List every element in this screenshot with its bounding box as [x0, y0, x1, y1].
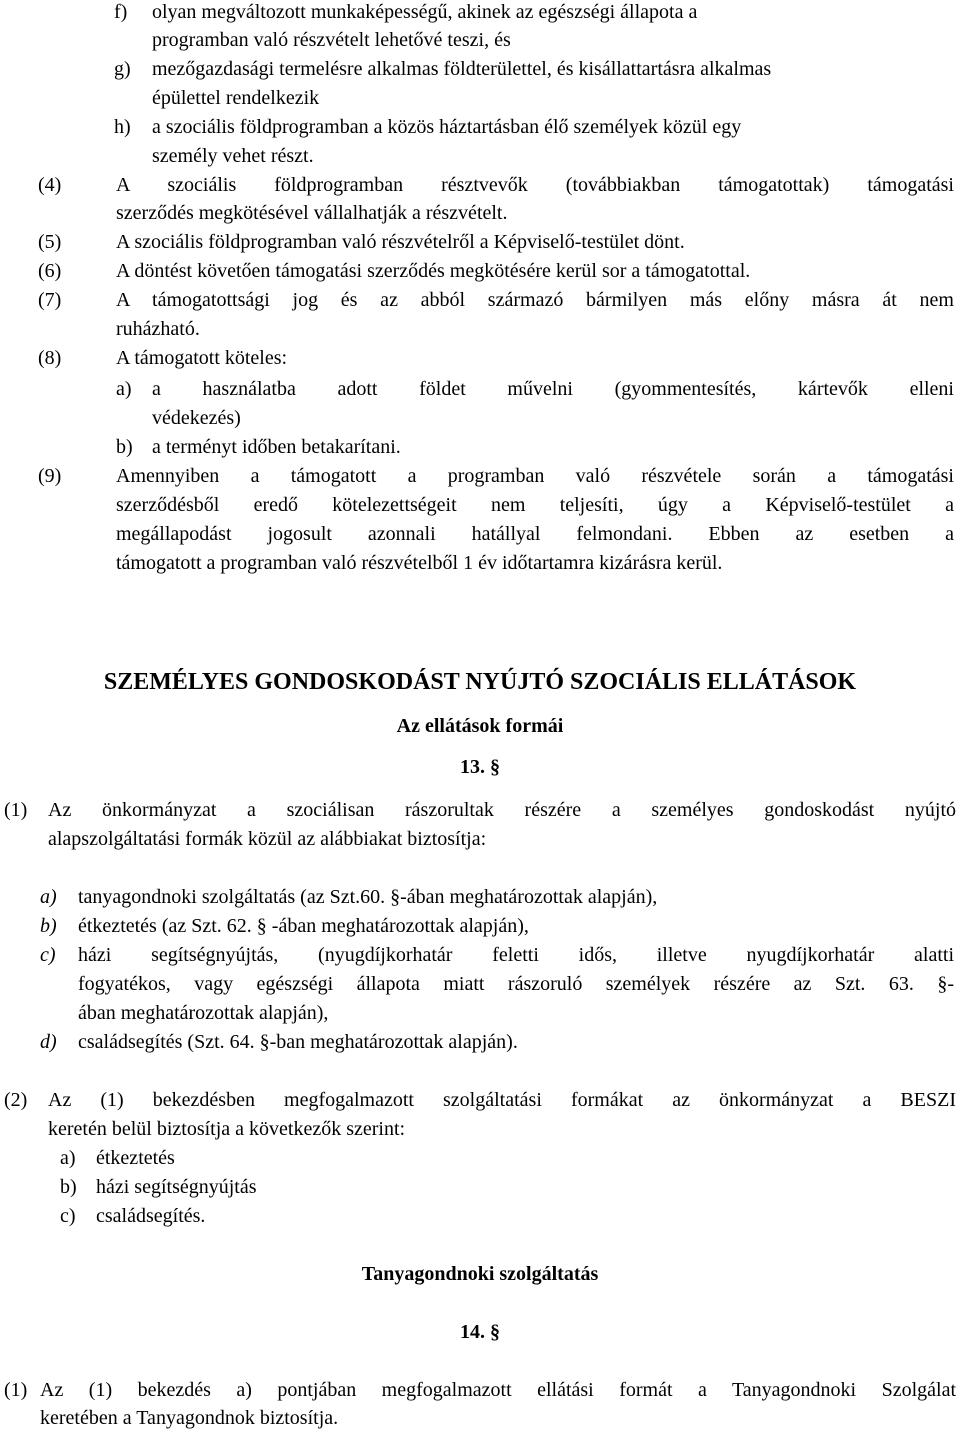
paragraph-line: keretén belül biztosítja a következők szerint:: [48, 1118, 406, 1140]
list-marker: b): [116, 436, 133, 458]
paragraph-number: (9): [38, 465, 62, 487]
paragraph-line: ruházható.: [116, 318, 200, 340]
subsection-title-2: Tanyagondnoki szolgáltatás: [361, 1263, 599, 1285]
list-marker-h: h): [114, 116, 131, 138]
list-marker: d): [40, 1031, 57, 1053]
list-item-f-line-1: olyan megváltozott munkaképességű, akinek az egészségi állapota a: [152, 1, 698, 23]
paragraph-line: A szociális földprogramban résztvevők (továbbiakban támogatottak) támogatási: [116, 174, 954, 196]
list-item-line: fogyatékos, vagy egészségi állapota miatt rászoruló személyek részére az Szt. 63. §-: [78, 973, 954, 995]
section-title: SZEMÉLYES GONDOSKODÁST NYÚJTÓ SZOCIÁLIS ELLÁTÁSOK: [103, 669, 857, 695]
list-item-h-line-1: a szociális földprogramban a közös háztartásban élő személyek közül egy: [152, 116, 742, 138]
paragraph-number: (1): [4, 799, 28, 821]
list-marker: a): [40, 886, 57, 908]
list-item-line: házi segítségnyújtás: [96, 1176, 257, 1198]
paragraph-line: Az önkormányzat a szociálisan rászorultak részére a személyes gondoskodást nyújtó: [48, 799, 956, 821]
section-number-14: 14. §: [460, 1321, 500, 1343]
list-item-line: a terményt időben betakarítani.: [152, 436, 401, 458]
paragraph-number: (8): [38, 347, 62, 369]
paragraph-line: Az (1) bekezdésben megfogalmazott szolgáltatási formákat az önkormányzat a BESZI: [48, 1089, 956, 1111]
list-marker: b): [40, 915, 57, 937]
list-marker: a): [116, 378, 132, 400]
paragraph-number: (6): [38, 260, 62, 282]
paragraph-line: megállapodást jogosult azonnali hatállyal felmondani. Ebben az esetben a: [116, 523, 954, 545]
list-item-line: étkeztetés: [96, 1147, 175, 1169]
list-item-g-line-1: mezőgazdasági termelésre alkalmas földterülettel, és kisállattartásra alkalmas: [152, 58, 772, 80]
list-item-g-line-2: épülettel rendelkezik: [152, 87, 320, 109]
list-item-f-line-2: programban való részvételt lehetővé teszi, és: [152, 29, 511, 51]
list-item-h-line-2: személy vehet részt.: [152, 145, 314, 167]
list-item-line: étkeztetés (az Szt. 62. § -ában meghatározottak alapján),: [78, 915, 529, 937]
paragraph-line: A szociális földprogramban való részvételről a Képviselő-testület dönt.: [116, 231, 685, 253]
list-item-line: családsegítés.: [96, 1205, 206, 1227]
paragraph-line: Az (1) bekezdés a) pontjában megfogalmazott ellátási formát a Tanyagondnoki Szolgálat: [40, 1379, 956, 1401]
list-item-line: a használatba adott földet művelni (gyommentesítés, kártevők elleni: [152, 378, 954, 400]
paragraph-line: támogatott a programban való részvételből 1 év időtartamra kizárásra kerül.: [116, 552, 723, 574]
list-marker: b): [60, 1176, 77, 1198]
subsection-title: Az ellátások formái: [396, 715, 564, 737]
paragraph-line: Amennyiben a támogatott a programban való részvétele során a támogatási: [116, 465, 954, 487]
paragraph-number: (2): [4, 1089, 28, 1111]
list-marker: a): [60, 1147, 76, 1169]
paragraph-line: alapszolgáltatási formák közül az alábbiakat biztosítja:: [48, 828, 487, 850]
section-number-13: 13. §: [460, 756, 500, 778]
list-marker-f: f): [114, 1, 128, 23]
paragraph-line: A támogatott köteles:: [116, 347, 288, 369]
paragraph-line: szerződés megkötésével vállalhatják a részvételt.: [116, 202, 508, 224]
paragraph-number: (1): [4, 1379, 28, 1401]
paragraph-number: (7): [38, 289, 62, 311]
paragraph-number: (5): [38, 231, 62, 253]
list-item-line: ában meghatározottak alapján),: [78, 1002, 329, 1024]
list-item-line: tanyagondnoki szolgáltatás (az Szt.60. §-ában meghatározottak alapján),: [78, 886, 658, 908]
list-marker: c): [60, 1205, 76, 1227]
list-item-line: házi segítségnyújtás, (nyugdíjkorhatár feletti idős, illetve nyugdíjkorhatár alatti: [78, 944, 954, 966]
paragraph-line: keretében a Tanyagondnok biztosítja.: [40, 1407, 339, 1429]
paragraph-number: (4): [38, 174, 62, 196]
paragraph-line: A döntést követően támogatási szerződés megkötésére kerül sor a támogatottal.: [116, 260, 751, 282]
list-item-line: védekezés): [152, 407, 241, 429]
list-marker: c): [40, 944, 56, 966]
list-item-line: családsegítés (Szt. 64. §-ban meghatározottak alapján).: [78, 1031, 518, 1053]
list-marker-g: g): [114, 58, 131, 80]
paragraph-line: szerződésből eredő kötelezettségeit nem teljesíti, úgy a Képviselő-testület a: [116, 494, 954, 516]
paragraph-line: A támogatottsági jog és az abból származó bármilyen más előny másra át nem: [116, 289, 954, 311]
